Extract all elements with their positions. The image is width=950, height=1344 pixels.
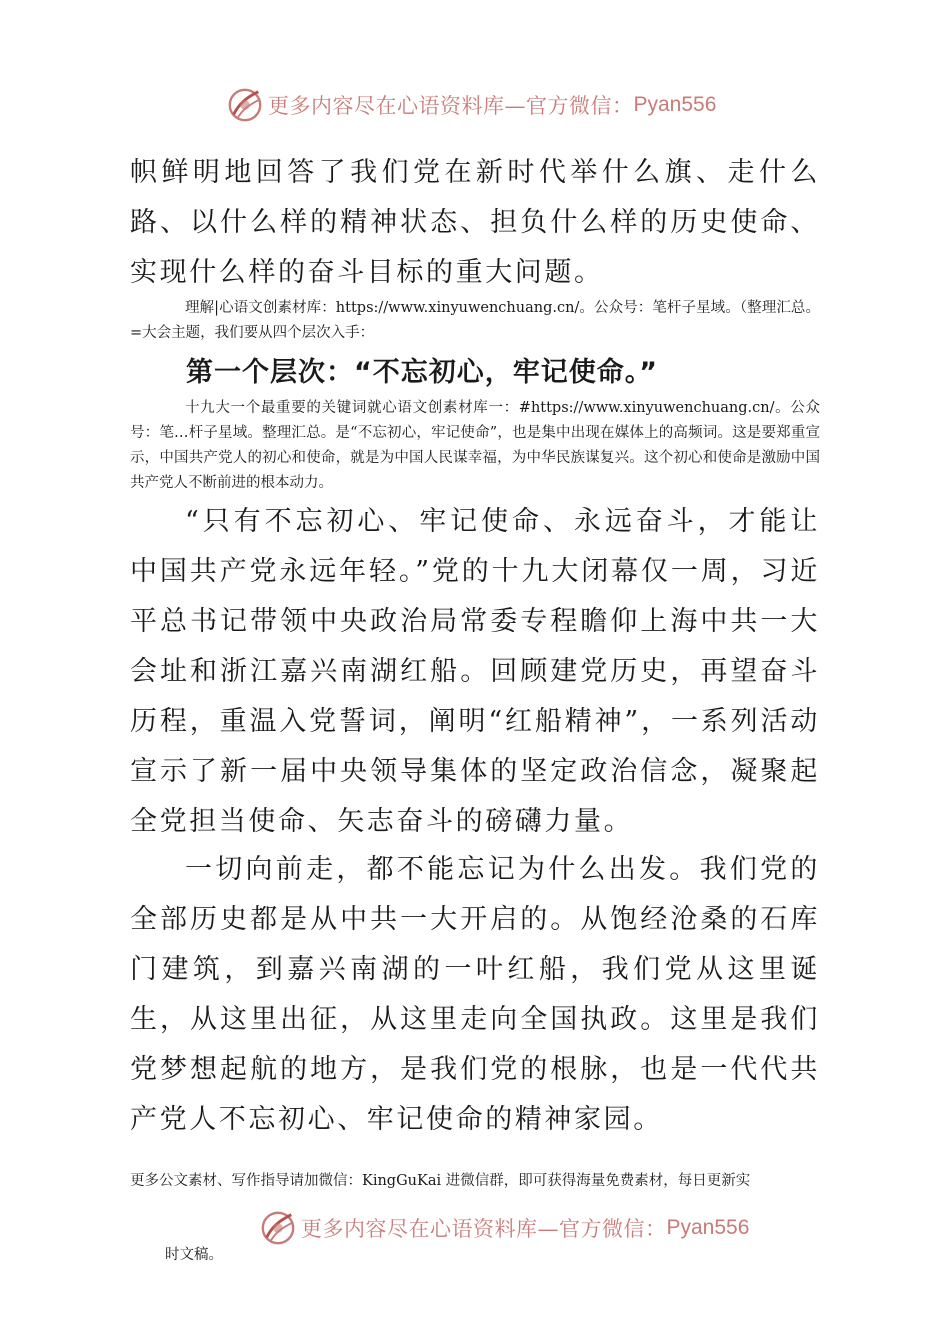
watermark-bottom [259,1209,749,1247]
paragraph-1: 帜鲜明地回答了我们党在新时代举什么旗、走什么路、以什么样的精神状态、担负什么样的历史使命、实现什么样的奋斗目标的重大问题。 [130,157,820,288]
watermark-id: Pyan556 [666,1216,750,1239]
section-heading: 第一个层次：“不忘初心，牢记使命。” [186,357,658,388]
watermark-id: Pyan556 [633,93,717,116]
paragraph-2: 理解|心语文创素材库：https://www.xinyuwenchuang.cn/。公众号：笔杆子星域。（整理汇总。=大会主题，我们要从四个层次入手： [130,300,820,341]
watermark-text: 更多内容尽在心语资料库—官方微信： [268,94,634,118]
footer-line-2: 时文稿。 [165,1247,223,1263]
paragraph-4: “只有不忘初心、牢记使命、永远奋斗，才能让中国共产党永远年轻。”党的十九大闭幕仅一周，习近平总书记带领中央政治局常委专程瞻仰上海中共一大会址和浙江嘉兴南湖红船。回顾建党历史，再望奋斗历程，重温入党誓词，阐明“红船精神”，一系列活动宣示了新一届中央领导集体的坚定政治信念，凝聚起全党担当使命、矢志奋斗的磅礴力量。 [130,506,820,837]
watermark-text: 更多内容尽在心语资料库—官方微信： [301,1217,667,1241]
footer-line-1: 更多公文素材、写作指导请加微信：KingGuKai 进微信群，即可获得海量免费素材，每日更新实 [130,1173,751,1189]
watermark-top [226,86,716,124]
paragraph-3: 十九大一个最重要的关键词就心语文创素材库一：#https://www.xinyuwenchuang.cn/。公众号：笔…杆子星域。整理汇总。是“不忘初心，牢记使命”，也是集中出现在媒体上的高频词。这是要郑重宣示，中国共产党人的初心和使命，就是为中国人民谋幸福，为中华民族谋复兴。这个初心和使命是激励中国共产党人不断前进的根本动力。 [130,400,820,491]
logo-icon [259,1209,297,1247]
paragraph-5: 一切向前走，都不能忘记为什么出发。我们党的全部历史都是从中共一大开启的。从饱经沧桑的石库门建筑，到嘉兴南湖的一叶红船，我们党从这里诞生，从这里出征，从这里走向全国执政。这里是我们党梦想起航的地方，是我们党的根脉，也是一代代共产党人不忘初心、牢记使命的精神家园。 [130,854,820,1135]
logo-icon [226,86,264,124]
